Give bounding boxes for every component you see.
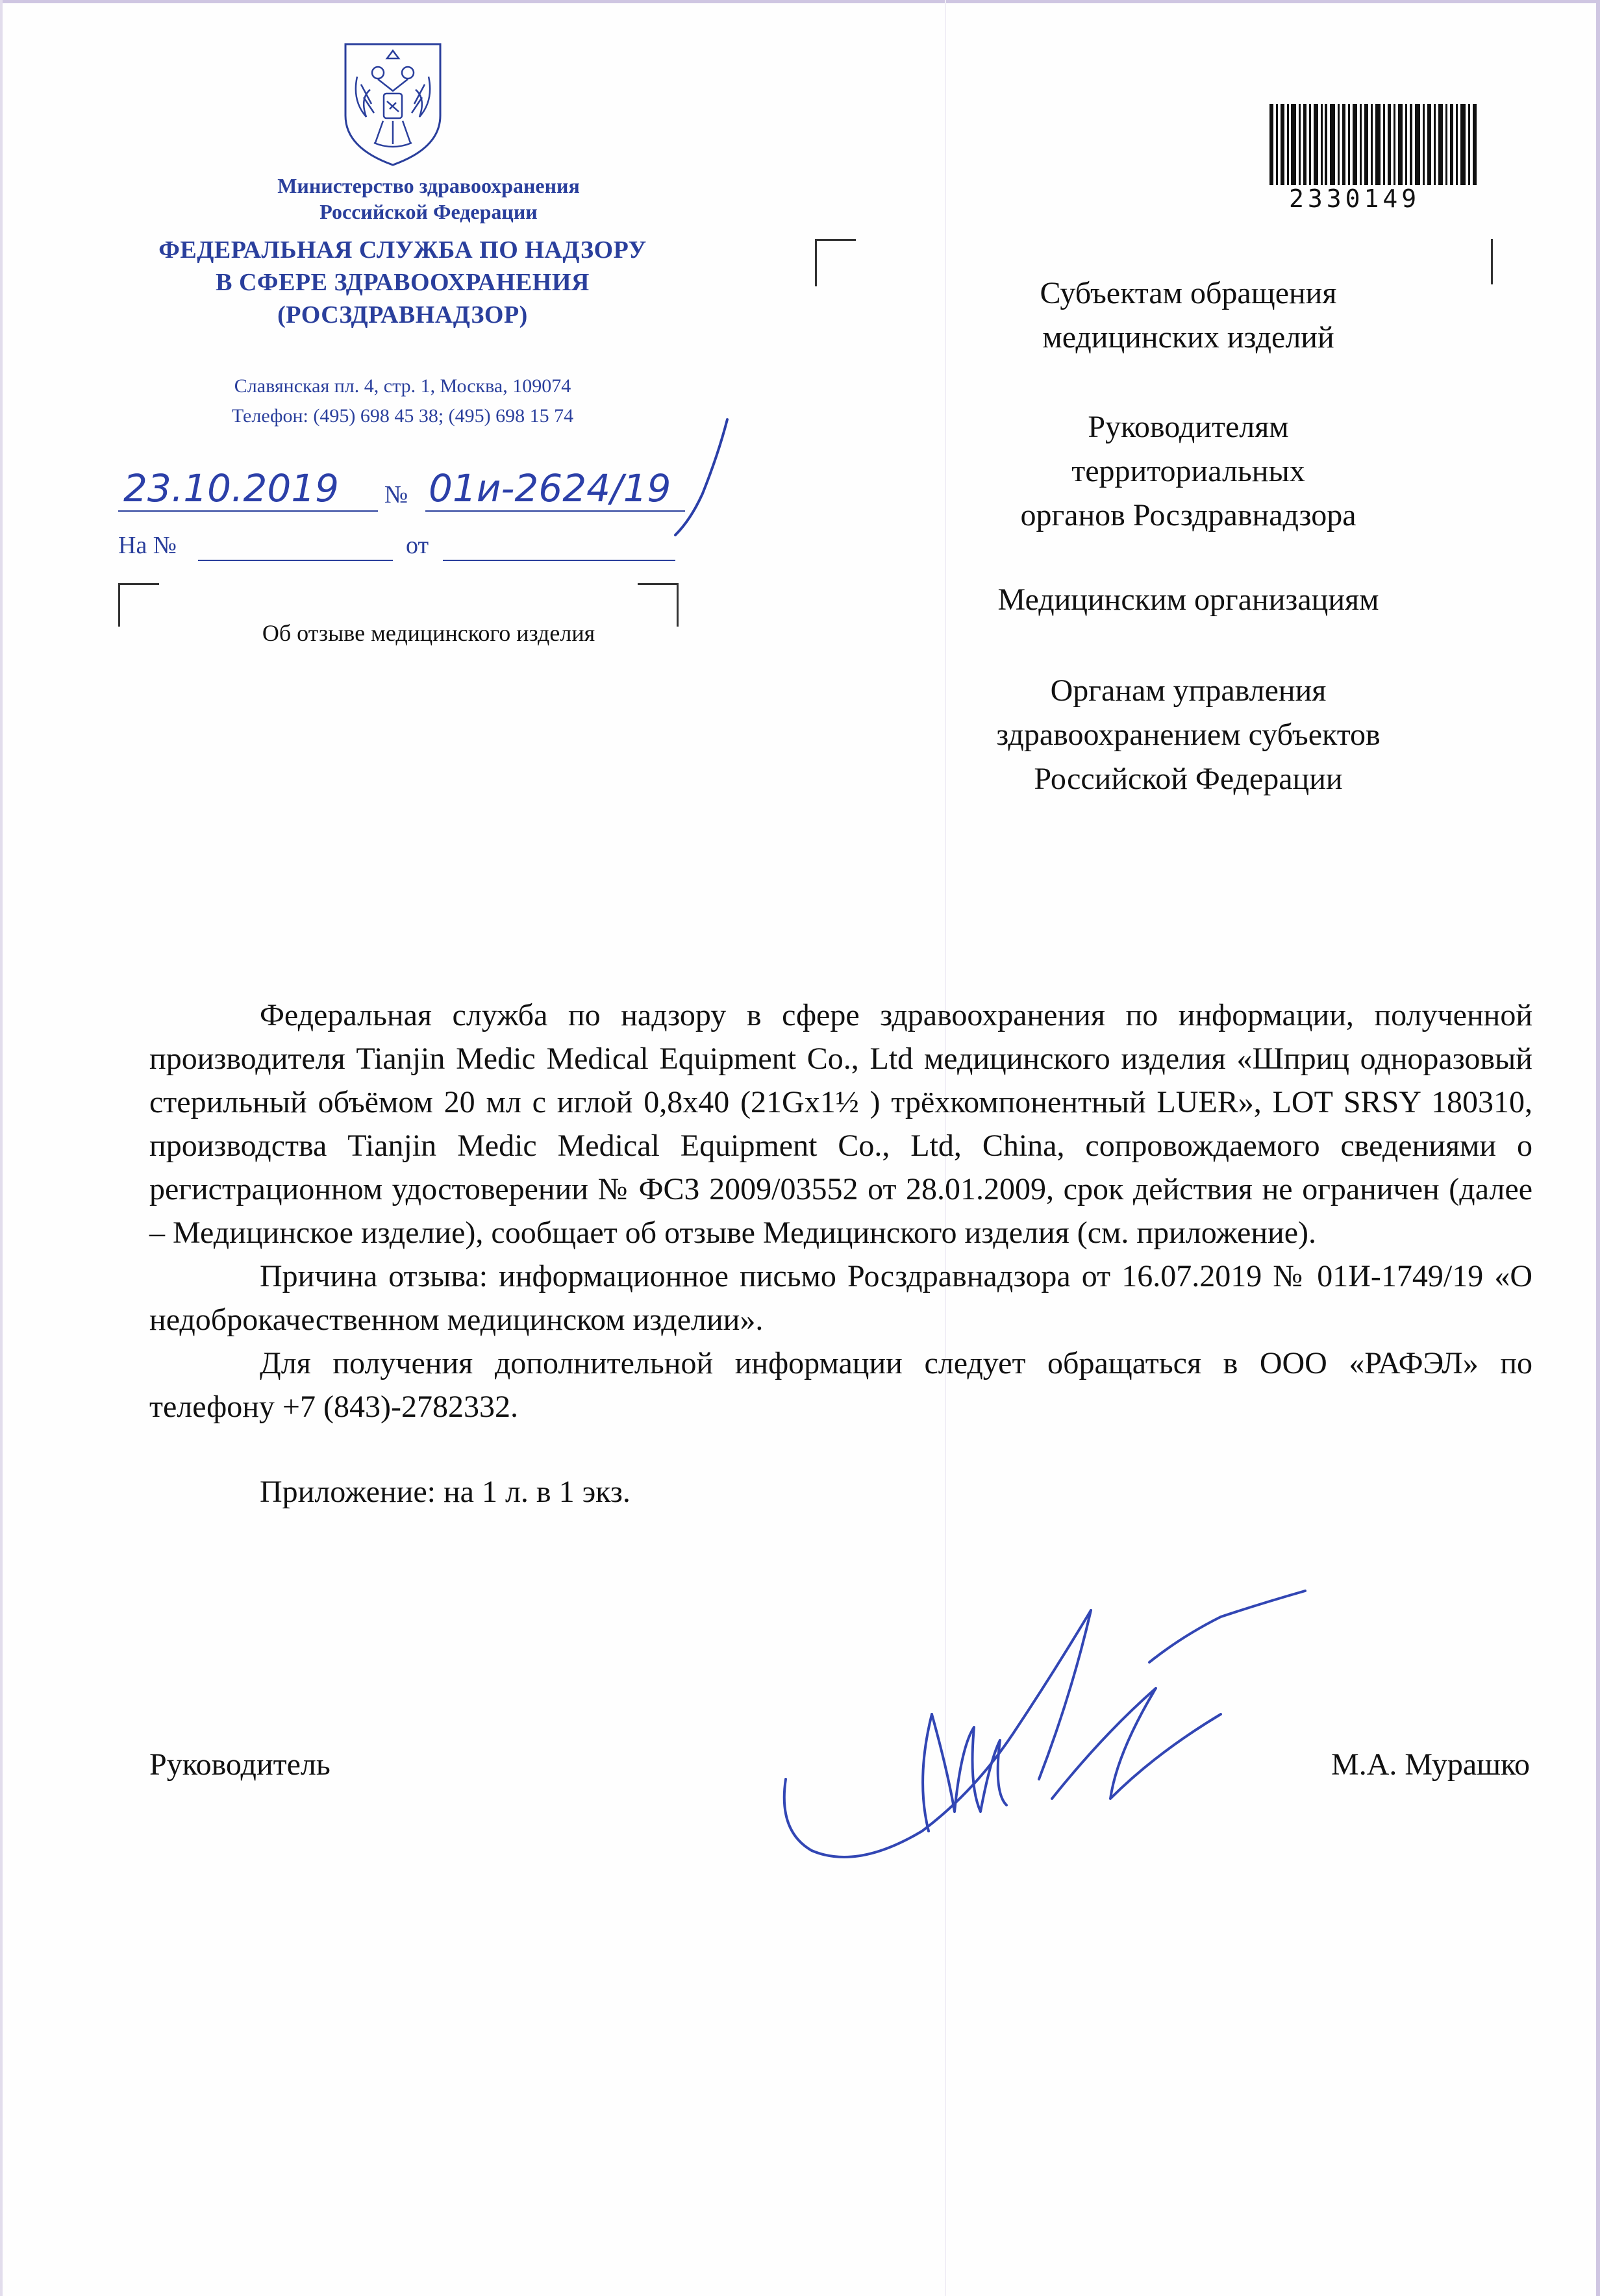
recipient-line: Российской Федерации bbox=[1034, 762, 1343, 796]
service-name bbox=[104, 234, 701, 331]
barcode-number: 2330149 bbox=[1289, 184, 1421, 213]
recipient-line: Субъектам обращения bbox=[1040, 276, 1337, 310]
reply-label: На № bbox=[118, 532, 177, 559]
recipient-line: Руководителям bbox=[1088, 410, 1289, 444]
body-paragraph-3: Для получения дополнительной информации следует обращаться в ООО «РАФЭЛ» по телефону +7 (843)-2782332. bbox=[149, 1346, 1532, 1424]
service-line-1: ФЕДЕРАЛЬНАЯ СЛУЖБА ПО НАДЗОРУ bbox=[158, 236, 647, 264]
recipient-group-3 bbox=[909, 578, 1468, 622]
ministry-name bbox=[130, 173, 727, 225]
recipient-group-1 bbox=[909, 271, 1468, 360]
handwritten-signature bbox=[766, 1584, 1351, 1870]
recipient-group-4 bbox=[909, 669, 1468, 801]
signatory-position: Руководитель bbox=[149, 1747, 331, 1782]
body-paragraph-1: Федеральная служба по надзору в сфере здравоохранения по информации, полученной производителя Tianjin Medic Medical Equipment Co., Ltd медицинского изделия «Шприц одноразовый стерильный объёмом 20 мл с иглой 0,8x40 (21Gx1½ ) трёхкомпонентный LUER», LOT SRSY 180310, производства Tianjin Medic Medical Equipment Co., Ltd, China, сопровождаемого сведениями о регистрационном удостоверении № ФСЗ 2009/03552 от 28.01.2009, срок действия не ограничен (далее – Медицинское изделие), сообщает об отзыве Медицинского изделия (см. приложение). bbox=[149, 998, 1532, 1250]
reply-number-underline bbox=[198, 560, 393, 561]
subject-line: Об отзыве медицинского изделия bbox=[262, 620, 595, 646]
attachment-note: Приложение: на 1 л. в 1 экз. bbox=[260, 1475, 631, 1509]
recipient-line: Органам управления bbox=[1050, 673, 1327, 708]
scan-edge-top bbox=[0, 0, 1600, 3]
recipient-line: здравоохранением субъектов bbox=[996, 718, 1381, 752]
registration-number: 01и-2624/19 bbox=[429, 466, 671, 510]
recipient-line: территориальных bbox=[1071, 454, 1305, 488]
body-paragraph-2: Причина отзыва: информационное письмо Росздравнадзора от 16.07.2019 № 01И-1749/19 «О недоброкачественном медицинском изделии». bbox=[149, 1259, 1532, 1337]
subject-bracket-left bbox=[118, 583, 159, 627]
barcode bbox=[1269, 104, 1477, 185]
slash-stroke-icon bbox=[662, 416, 734, 539]
recipient-group-2 bbox=[909, 405, 1468, 538]
signatory-name: М.А. Мурашко bbox=[1331, 1747, 1530, 1782]
reply-date-underline bbox=[443, 560, 675, 561]
service-line-2: В СФЕРЕ ЗДРАВООХРАНЕНИЯ bbox=[216, 269, 590, 296]
registration-date: 23.10.2019 bbox=[123, 466, 340, 510]
scan-edge-left bbox=[0, 0, 3, 2296]
letter-body bbox=[149, 993, 1532, 1514]
org-contacts bbox=[143, 371, 662, 431]
recipient-line: медицинских изделий bbox=[1042, 320, 1334, 355]
from-label: от bbox=[406, 532, 429, 559]
recipient-line: органов Росздравнадзора bbox=[1020, 498, 1356, 532]
number-underline bbox=[425, 510, 685, 512]
recipient-line: Медицинским организациям bbox=[997, 582, 1379, 617]
date-underline bbox=[118, 510, 378, 512]
number-sign: № bbox=[384, 481, 408, 508]
service-line-3: (РОСЗДРАВНАДЗОР) bbox=[277, 301, 528, 329]
coat-of-arms-icon bbox=[338, 39, 448, 169]
org-phone: Телефон: (495) 698 45 38; (495) 698 15 74 bbox=[231, 405, 574, 427]
scan-edge-right bbox=[1596, 0, 1600, 2296]
addressee-bracket-left bbox=[815, 239, 856, 286]
ministry-line-1: Министерство здравоохранения bbox=[277, 174, 580, 197]
org-address: Славянская пл. 4, стр. 1, Москва, 109074 bbox=[234, 375, 571, 397]
ministry-line-2: Российской Федерации bbox=[319, 200, 538, 223]
